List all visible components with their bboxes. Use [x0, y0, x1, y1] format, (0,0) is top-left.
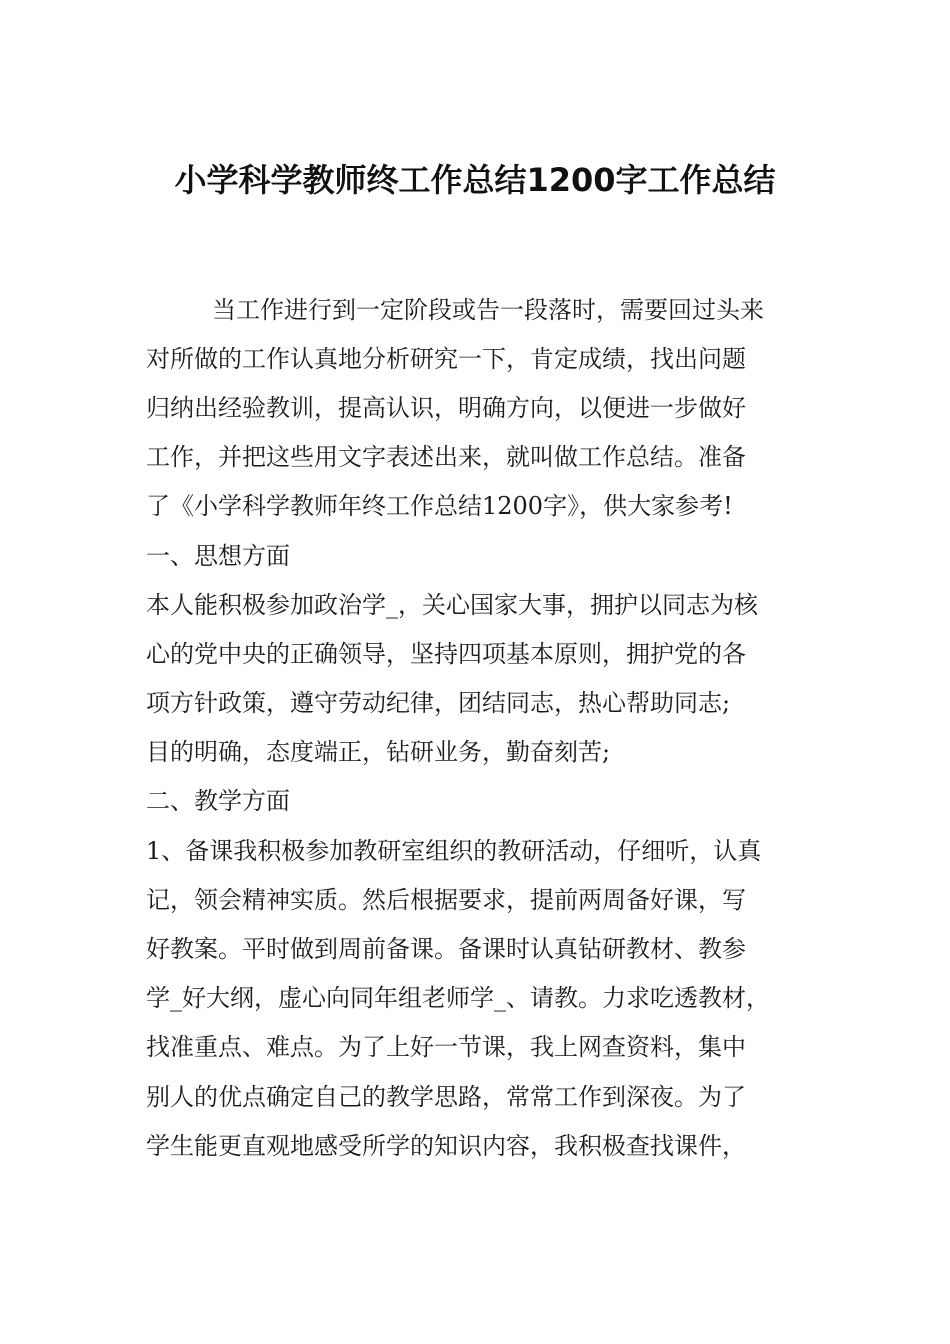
paragraph-line-16: 找准重点、难点。为了上好一节课，我上网查资料，集中	[146, 1033, 746, 1061]
paragraph-line-17: 别人的优点确定自己的教学思路，常常工作到深夜。为了	[146, 1083, 746, 1111]
paragraph-line-4: 工作，并把这些用文字表述出来，就叫做工作总结。准备	[146, 443, 746, 471]
paragraph-line-5: 了《小学科学教师年终工作总结1200字》，供大家参考!	[146, 492, 733, 520]
paragraph-line-14: 好教案。平时做到周前备课。备课时认真钻研教材、教参	[146, 935, 746, 963]
paragraph-line-13: 记，领会精神实质。然后根据要求，提前两周备好课，写	[146, 886, 746, 914]
paragraph-line-1: 当工作进行到一定阶段或告一段落时，需要回过头来	[212, 296, 764, 324]
paragraph-line-12: 1、备课我积极参加教研室组织的教研活动，仔细听，认真	[146, 837, 762, 865]
paragraph-line-7: 本人能积极参加政治学_，关心国家大事，拥护以同志为核	[146, 591, 758, 619]
paragraph-line-2: 对所做的工作认真地分析研究一下，肯定成绩，找出问题	[146, 345, 746, 373]
paragraph-line-15: 学_好大纲，虚心向同年组老师学_、请教。力求吃透教材，	[146, 984, 770, 1012]
paragraph-line-18: 学生能更直观地感受所学的知识内容，我积极查找课件，	[146, 1132, 746, 1160]
section-heading-teaching: 二、教学方面	[146, 787, 290, 815]
section-heading-thought: 一、思想方面	[146, 542, 290, 570]
paragraph-line-8: 心的党中央的正确领导，坚持四项基本原则，拥护党的各	[146, 640, 746, 668]
paragraph-line-10: 目的明确，态度端正，钻研业务，勤奋刻苦;	[146, 738, 611, 766]
paragraph-line-3: 归纳出经验教训，提高认识，明确方向，以便进一步做好	[146, 394, 746, 422]
paragraph-line-9: 项方针政策，遵守劳动纪律，团结同志，热心帮助同志;	[146, 689, 731, 717]
document-title: 小学科学教师终工作总结1200字工作总结	[174, 161, 776, 199]
